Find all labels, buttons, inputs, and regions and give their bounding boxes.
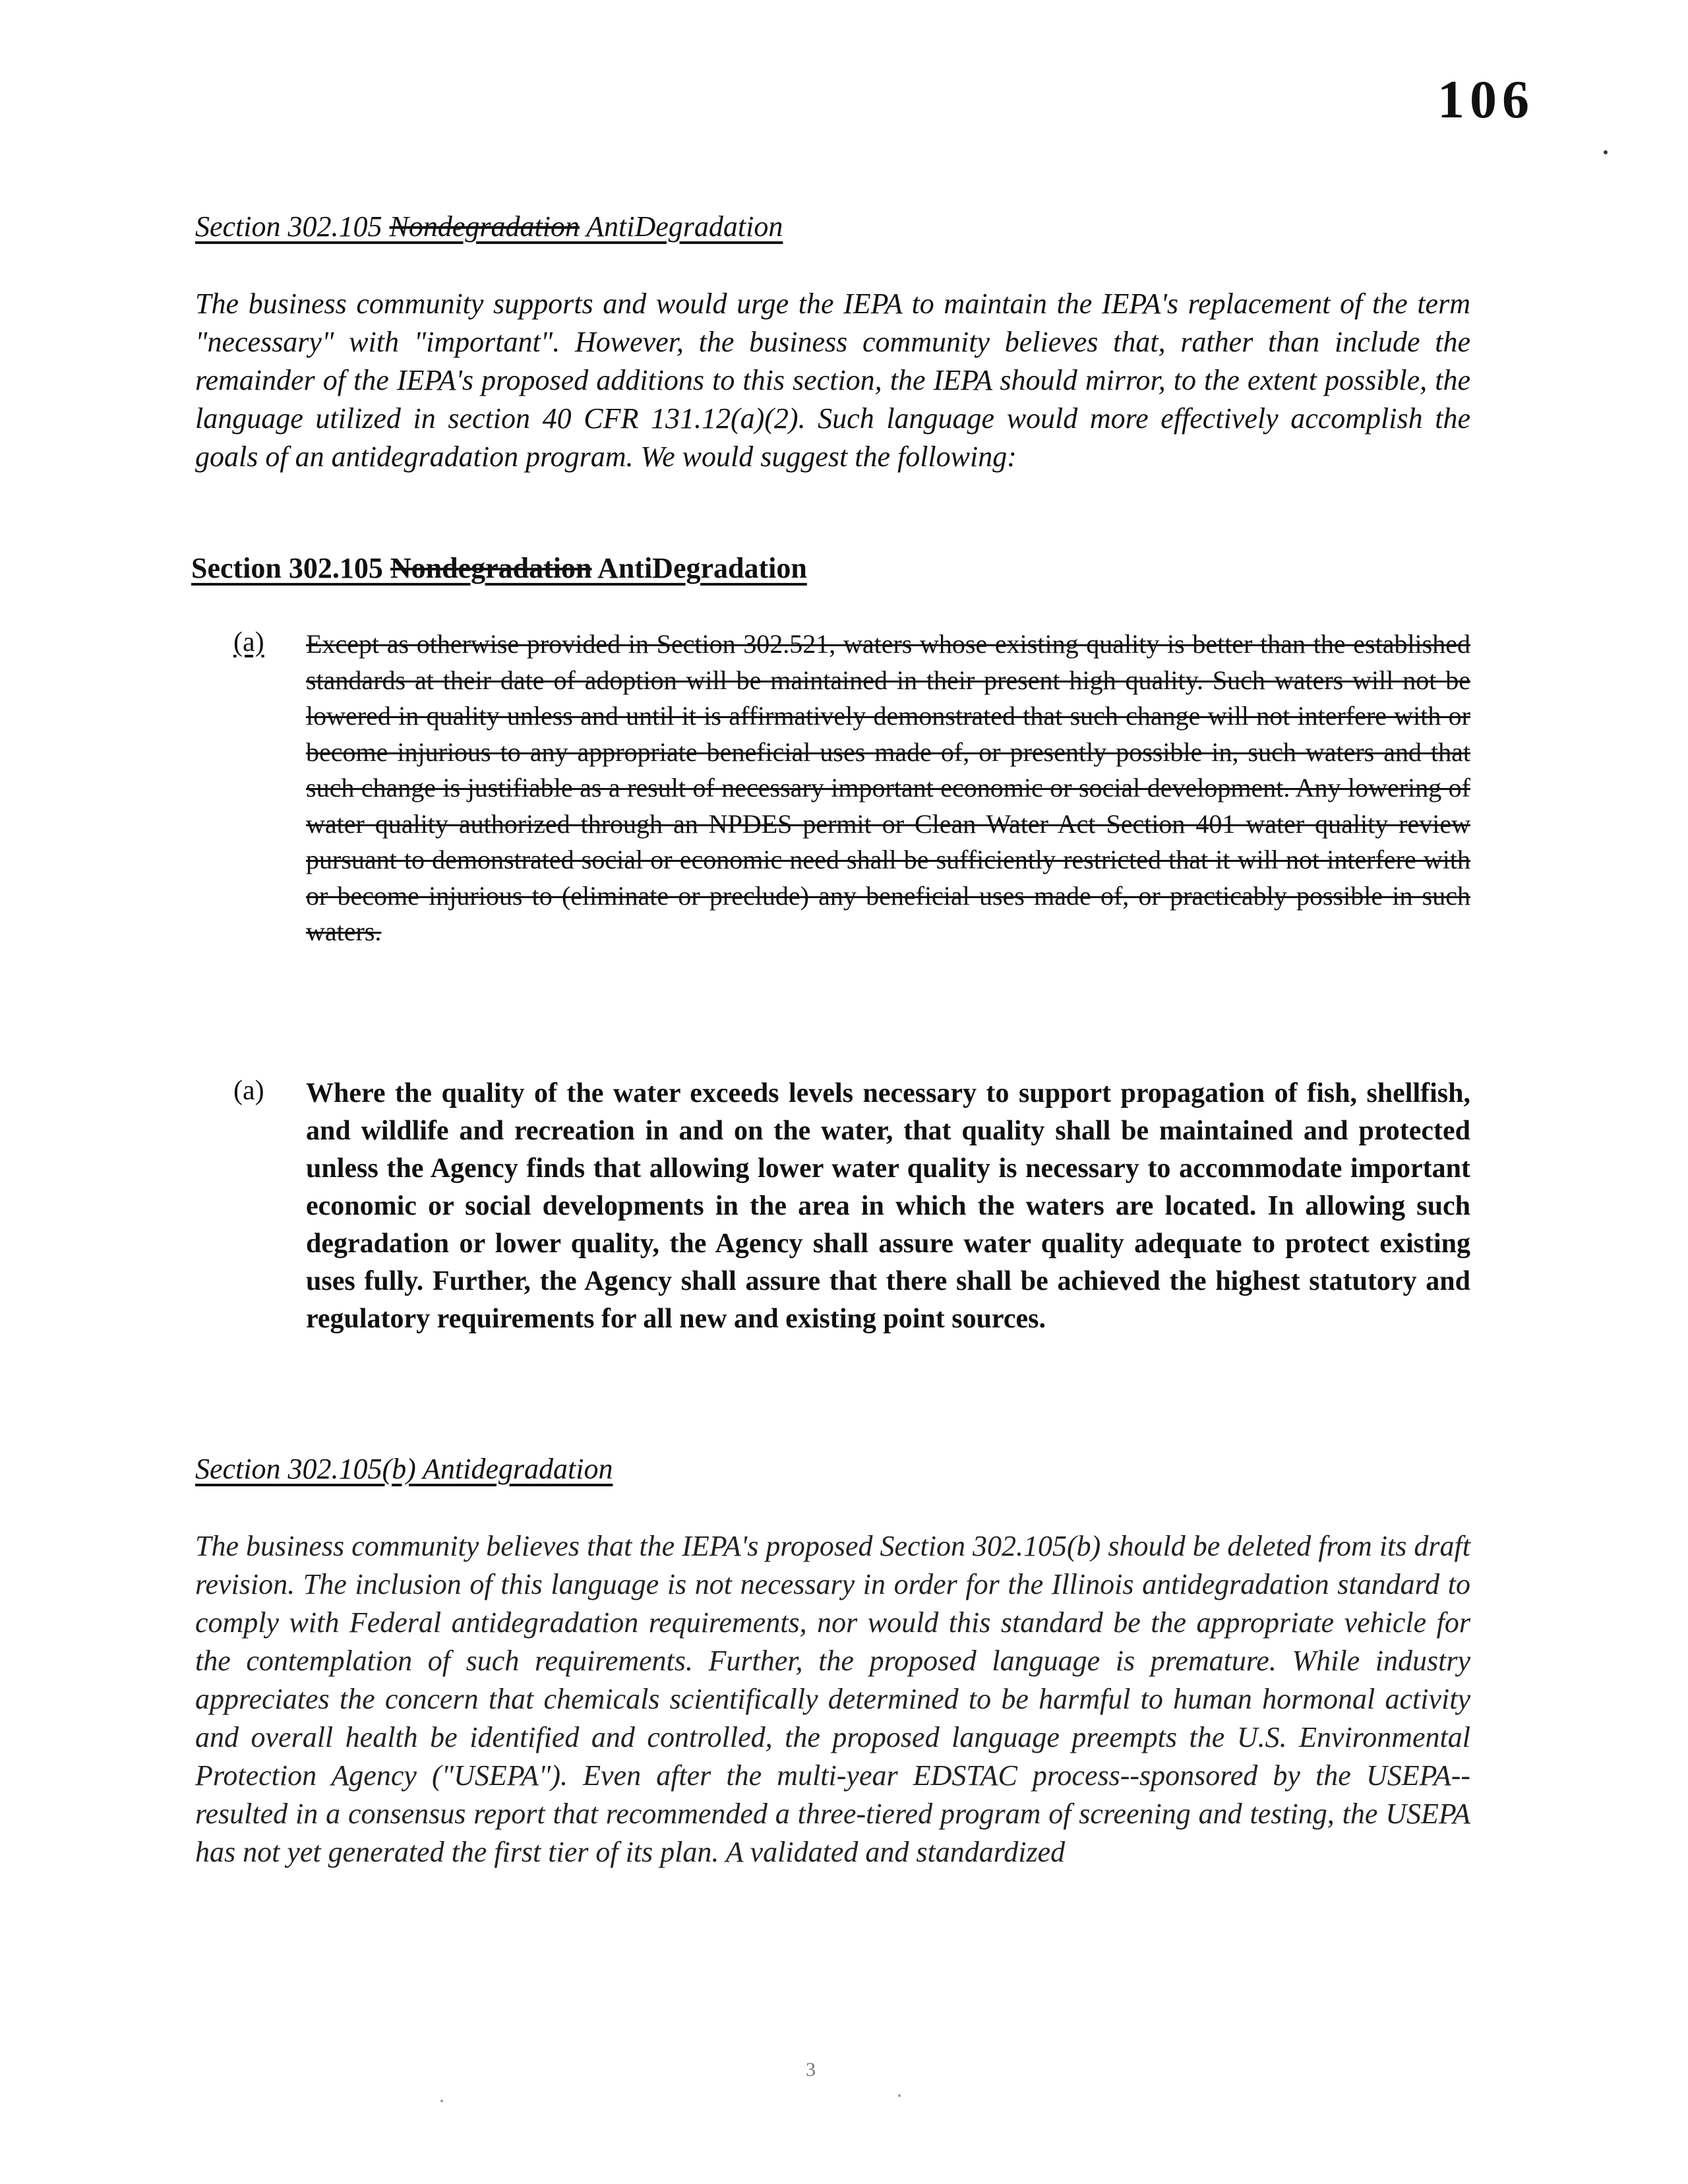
stray-mark bbox=[1604, 150, 1608, 154]
proposed-subsection-text: Where the quality of the water exceeds levels necessary to support propagation of fish, shellfish, and wildlife and recreation in and on the water, that quality shall be maintained and protected unless the Agency finds that allowing lower water quality is necessary to accommodate important economic or social developments in the area in which the waters are located. In allowing such degradation or lower quality, the Agency shall assure water quality adequate to protect existing uses fully. Further, the Agency shall assure that there shall be achieved the highest statutory and regulatory requirements for all new and existing point sources. bbox=[306, 1078, 1470, 1334]
heading-struck-term: Nondegradation bbox=[390, 552, 592, 584]
heading-prefix: Section 302.105 bbox=[195, 210, 390, 243]
heading-suffix: AntiDegradation bbox=[579, 210, 783, 243]
body-paragraph: The business community believes that the IEPA's proposed Section 302.105(b) should be deleted from its draft revision. The inclusion of this language is not necessary in order for the Illinois antidegradation standard to comply with Federal antidegradation requirements, nor would this standard be the appropriate vehicle for the contemplation of such requirements. Further, the proposed language is premature. While industry appreciates the concern that chemicals scientifically determined to be harmful to human hormonal activity and overall health be identified and controlled, the proposed language preempts the U.S. Environmental Protection Agency ("USEPA"). Even after the multi-year EDSTAC process--sponsored by the USEPA--resulted in a consensus report that recommended a three-tiered program of screening and testing, the USEPA has not yet generated the first tier of its plan. A validated and standardized bbox=[195, 1530, 1470, 1868]
section-heading-italic bbox=[195, 210, 783, 243]
footer-page-marker: 3 bbox=[806, 2059, 816, 2080]
section-heading-italic-b: Section 302.105(b) Antidegradation bbox=[195, 1453, 613, 1485]
heading-suffix: AntiDegradation bbox=[591, 552, 807, 584]
section-heading-bold bbox=[191, 551, 807, 585]
heading-prefix: Section 302.105 bbox=[191, 552, 390, 584]
heading-struck-term: Nondegradation bbox=[389, 210, 580, 243]
subsection-marker: (a) bbox=[233, 1076, 264, 1106]
stray-mark bbox=[440, 2100, 443, 2102]
struck-subsection bbox=[233, 626, 1470, 950]
page-number: 106 bbox=[1437, 69, 1534, 129]
intro-paragraph: The business community supports and would urge the IEPA to maintain the IEPA's replacement of the term "necessary" with "important". However, the business community believes that, rather than include the remainder of the IEPA's proposed additions to this section, the IEPA should mirror, to the extent possible, the language utilized in section 40 CFR 131.12(a)(2). Such language would more effectively accomplish the goals of an antidegradation program. We would suggest the following: bbox=[195, 288, 1470, 473]
subsection-marker: (a) bbox=[233, 627, 264, 657]
stray-mark bbox=[898, 2094, 901, 2097]
struck-subsection-text: Except as otherwise provided in Section 302.521, waters whose existing quality is better than the established standards at their date of adoption will be maintained in their present high quality. Such waters will not be lowered in quality unless and until it is affirmatively demonstrated that such change will not interfere with or become injurious to any appropriate beneficial uses made of, or presently possible in, such waters and that such change is justifiable as a result of necessary important economic or social development. Any lowering of water quality authorized through an NPDES permit or Clean Water Act Section 401 water quality review pursuant to demonstrated social or economic need shall be sufficiently restricted that it will not interfere with or become injurious to (eliminate or preclude) any beneficial uses made of, or practicably possible in such waters. bbox=[306, 629, 1470, 946]
proposed-subsection bbox=[233, 1075, 1470, 1338]
